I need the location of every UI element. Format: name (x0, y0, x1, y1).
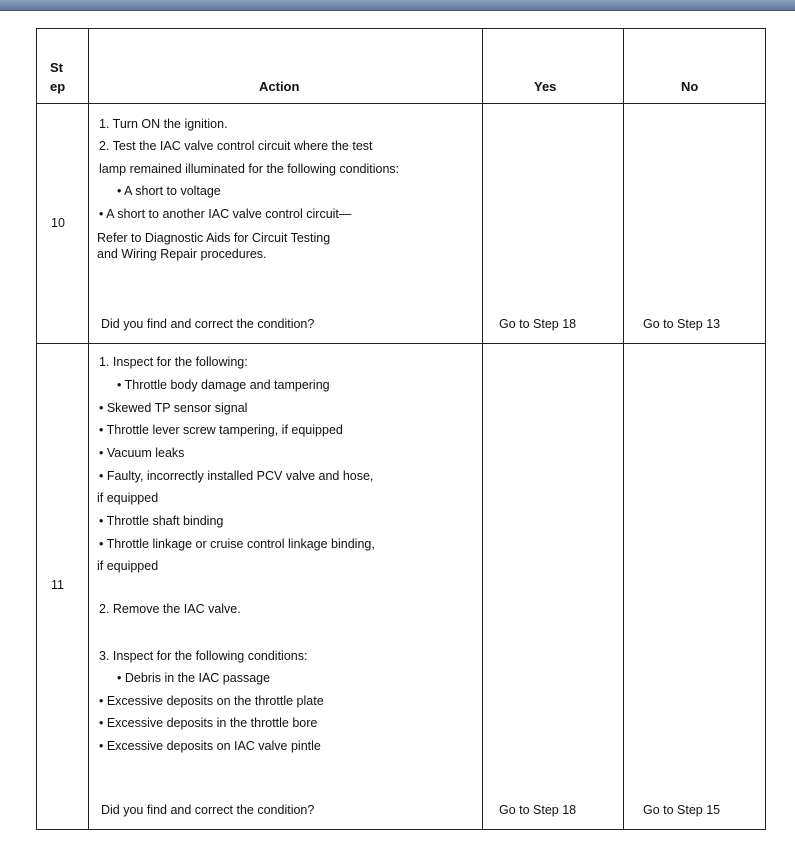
question-text: Did you find and correct the condition? (101, 803, 315, 817)
action-line: 2. Test the IAC valve control circuit where the test (99, 139, 373, 153)
action-line: 1. Turn ON the ignition. (99, 117, 228, 131)
header-divider (37, 103, 765, 104)
no-result: Go to Step 15 (643, 803, 721, 817)
action-line: • Throttle linkage or cruise control linkage binding, (99, 537, 375, 551)
header-step-line2: ep (50, 79, 66, 94)
action-line: Refer to Diagnostic Aids for Circuit Testing (97, 231, 331, 245)
action-line: • Throttle lever screw tampering, if equipped (99, 423, 343, 437)
action-line: 2. Remove the IAC valve. (99, 602, 241, 616)
step-number: 10 (51, 216, 65, 230)
action-line: and Wiring Repair procedures. (97, 247, 267, 261)
header-action: Action (259, 79, 300, 94)
column-divider (623, 29, 624, 829)
question-text: Did you find and correct the condition? (101, 317, 315, 331)
action-line: lamp remained illuminated for the following conditions: (99, 162, 400, 176)
action-line: 3. Inspect for the following conditions: (99, 649, 308, 663)
header-step-line1: St (50, 60, 63, 75)
action-line: • A short to voltage (117, 184, 221, 198)
column-divider (482, 29, 483, 829)
action-line: • Excessive deposits on IAC valve pintle (99, 739, 321, 753)
header-yes: Yes (534, 79, 557, 94)
action-line: • A short to another IAC valve control circuit— (99, 207, 352, 221)
action-line: • Excessive deposits in the throttle bore (99, 716, 318, 730)
action-line: • Throttle body damage and tampering (117, 378, 330, 392)
step-number: 11 (51, 578, 64, 592)
action-line: • Skewed TP sensor signal (99, 401, 248, 415)
no-result: Go to Step 13 (643, 317, 721, 331)
action-line: if equipped (97, 491, 159, 505)
action-line: • Excessive deposits on the throttle plate (99, 694, 324, 708)
row-divider (88, 343, 765, 344)
action-line: • Throttle shaft binding (99, 514, 224, 528)
action-line: • Faulty, incorrectly installed PCV valve and hose, (99, 469, 374, 483)
header-no: No (681, 79, 699, 94)
yes-result: Go to Step 18 (499, 317, 577, 331)
diagnostic-table (36, 28, 766, 830)
yes-result: Go to Step 18 (499, 803, 577, 817)
row-divider (37, 343, 88, 344)
action-line: 1. Inspect for the following: (99, 355, 248, 369)
window-top-bar (0, 0, 795, 11)
column-divider (88, 29, 89, 829)
action-line: • Debris in the IAC passage (117, 671, 271, 685)
action-line: if equipped (97, 559, 159, 573)
action-line: • Vacuum leaks (99, 446, 185, 460)
